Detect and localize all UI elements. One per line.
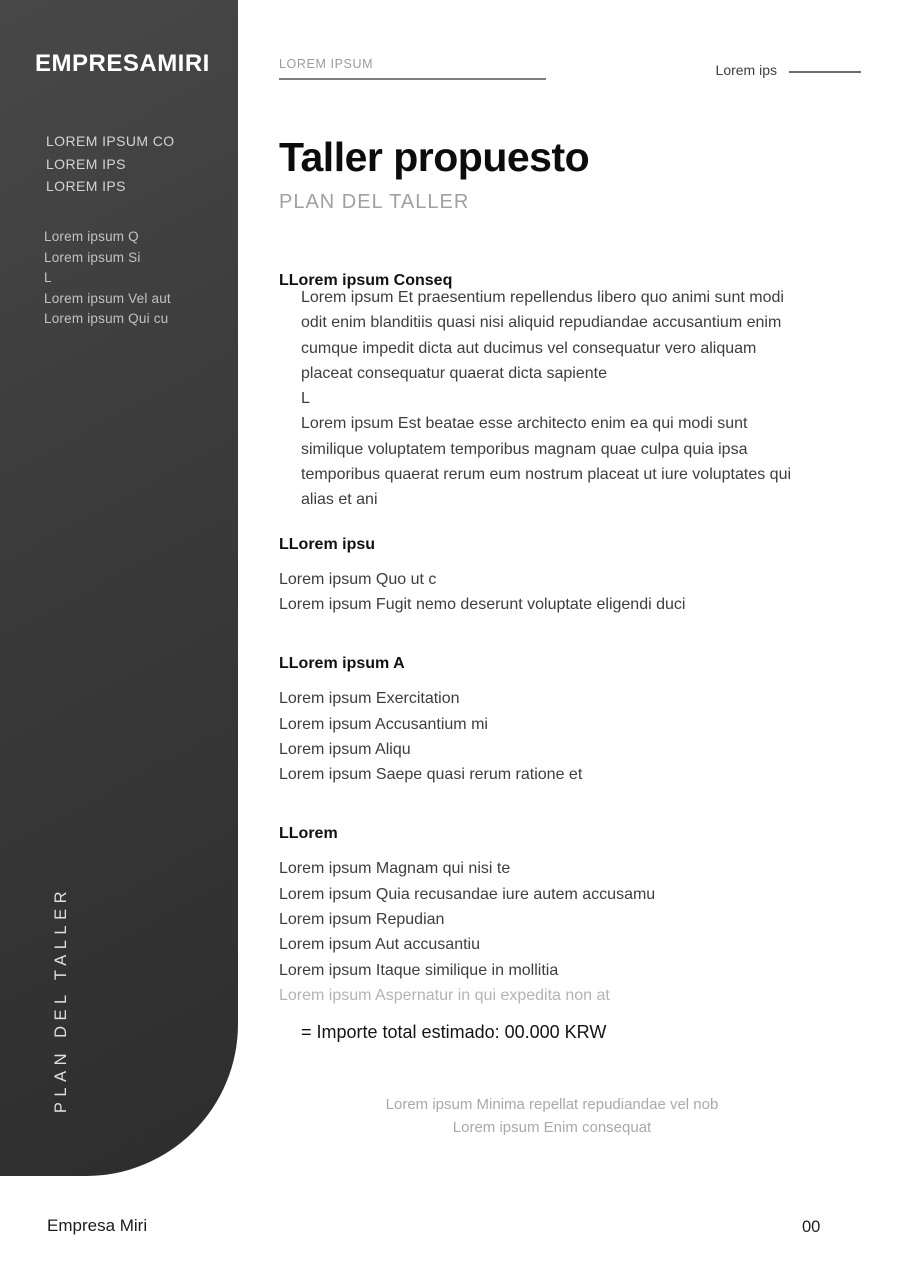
section-body xyxy=(279,686,861,787)
text-line: alias et ani xyxy=(301,491,378,509)
text-line: Lorem ipsum Quia recusandae iure autem accusamu xyxy=(279,885,656,903)
text-line: Lorem ipsum Aspernatur in qui expedita non at xyxy=(279,986,610,1004)
section-heading: LLorem ipsum Conseq xyxy=(279,272,453,289)
section-heading: LLorem ipsum A xyxy=(279,655,405,673)
sidebar-nav-item[interactable]: LOREM IPSUM CO xyxy=(46,133,175,149)
sidebar-vertical-label: PLAN DEL TALLER xyxy=(52,886,70,1114)
sidebar-nav-primary xyxy=(46,130,175,198)
section xyxy=(279,535,861,618)
text-line: L xyxy=(301,390,310,408)
document-title: Taller propuesto xyxy=(279,134,590,180)
page-header xyxy=(279,0,861,80)
text-line: cumque impedit dicta aut ducimus vel consequatur vero aliquam xyxy=(301,339,757,357)
section xyxy=(279,654,861,787)
sidebar-nav-item[interactable]: Lorem ipsum Si xyxy=(44,249,141,265)
estimated-total-line: = Importe total estimado: 00.000 KRW xyxy=(301,1022,607,1043)
text-line: Lorem ipsum Est beatae esse architecto enim ea qui modi sunt xyxy=(301,415,748,433)
text-line: similique voluptatem temporibus magnam quae culpa quia ipsa xyxy=(301,440,748,458)
document-subtitle: PLAN DEL TALLER xyxy=(279,191,470,213)
company-logo: EMPRESAMIRI xyxy=(35,50,210,77)
sidebar-nav-item[interactable]: LOREM IPS xyxy=(46,178,126,194)
footer-page-number: 00 xyxy=(802,1218,821,1236)
text-line: Lorem ipsum Saepe quasi rerum ratione et xyxy=(279,766,583,784)
sidebar-nav-item[interactable]: LOREM IPS xyxy=(46,155,126,172)
section xyxy=(279,271,861,513)
header-right-label: Lorem ips xyxy=(715,62,777,78)
sidebar-nav-item[interactable]: Lorem ipsum Vel aut xyxy=(44,290,171,306)
section-body xyxy=(279,567,861,618)
text-line: Lorem ipsum Quo ut c xyxy=(279,570,437,588)
text-line: Lorem ipsum Aliqu xyxy=(279,740,411,758)
main-content xyxy=(279,0,861,1139)
text-line: odit enim blanditiis quasi nisi aliquid repudiandae accusantium enim xyxy=(301,314,782,332)
sections-container xyxy=(279,271,861,1045)
text-line: temporibus quaerat rerum eum nostrum placeat ut iure voluptates qui xyxy=(301,466,792,484)
sidebar-nav-item[interactable]: Lorem ipsum Qui cu xyxy=(44,311,169,327)
sidebar-nav-item[interactable]: L xyxy=(44,270,52,286)
text-line: Lorem ipsum Et praesentium repellendus libero quo animi sunt modi xyxy=(301,289,784,306)
text-line: Lorem ipsum Exercitation xyxy=(279,690,460,708)
section-heading: LLorem xyxy=(279,825,338,843)
header-right-group xyxy=(716,62,861,78)
text-line: Lorem ipsum Repudian xyxy=(279,911,445,929)
header-right-rule xyxy=(789,71,861,73)
section-body xyxy=(301,285,861,513)
closing-note-line: Lorem ipsum Enim consequat xyxy=(452,1119,652,1137)
sidebar-nav-item[interactable]: Lorem ipsum Q xyxy=(44,229,139,244)
text-line: placeat consequatur quaerat dicta sapiente xyxy=(301,364,607,382)
closing-note xyxy=(279,1093,825,1139)
header-left-label: LOREM IPSUM xyxy=(279,57,546,80)
section xyxy=(279,824,861,1045)
text-line: Lorem ipsum Magnam qui nisi te xyxy=(279,860,511,878)
footer-company-name: Empresa Miri xyxy=(47,1216,148,1235)
section-heading: LLorem ipsu xyxy=(279,535,376,553)
text-line: Lorem ipsum Fugit nemo deserunt voluptate eligendi duci xyxy=(279,595,686,613)
text-line: Lorem ipsum Aut accusantiu xyxy=(279,936,480,954)
sidebar xyxy=(0,0,238,1176)
closing-note-line: Lorem ipsum Minima repellat repudiandae vel nob xyxy=(385,1096,719,1114)
text-line: Lorem ipsum Accusantium mi xyxy=(279,715,488,733)
section-body xyxy=(279,856,861,1045)
text-line: Lorem ipsum Itaque similique in mollitia xyxy=(279,961,559,979)
sidebar-nav-secondary xyxy=(44,227,171,330)
